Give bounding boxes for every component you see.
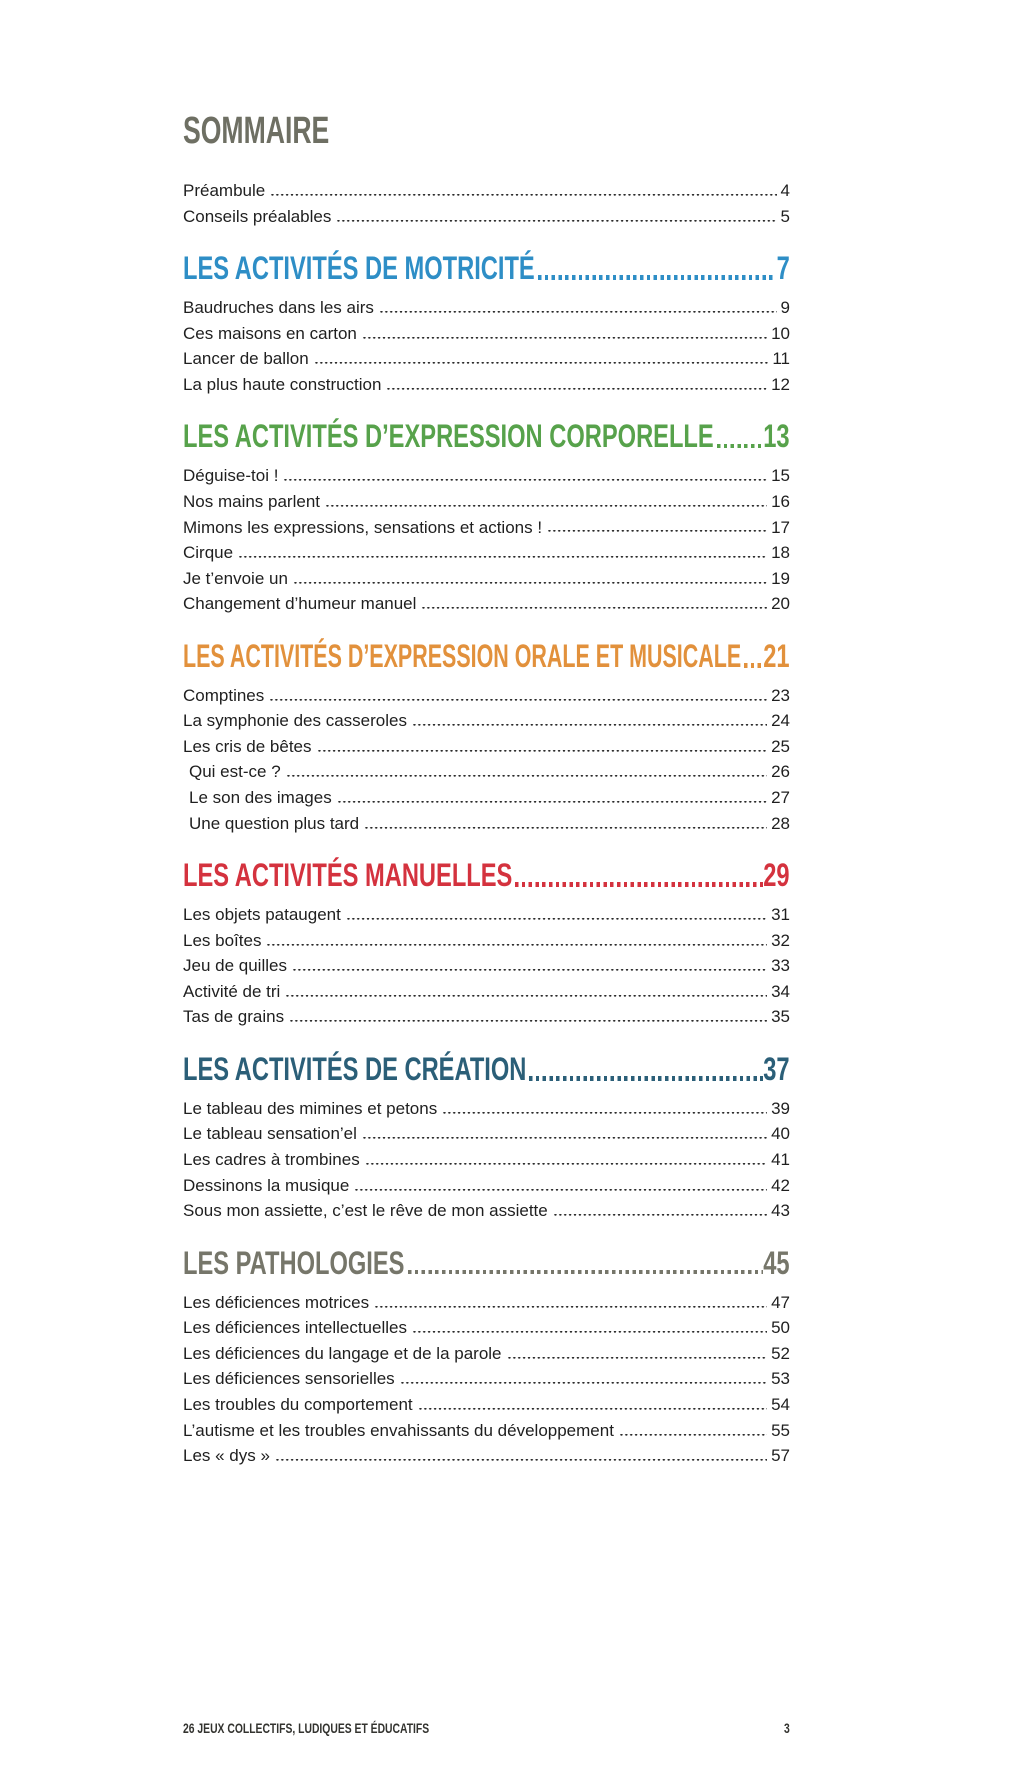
toc-entry-label: Le tableau des mimines et petons	[183, 1098, 438, 1118]
toc-entry-row	[183, 1145, 790, 1171]
toc-entry-row	[183, 487, 790, 513]
toc-entry-page-number: 15	[771, 466, 790, 486]
dot-leader	[293, 582, 767, 585]
toc-entry-label: Baudruches dans les airs	[183, 298, 374, 318]
dot-leader	[418, 1408, 767, 1411]
dot-leader	[238, 556, 767, 559]
toc-entry-page-number: 31	[771, 905, 790, 925]
toc-section-header	[183, 1246, 790, 1282]
dot-leader	[354, 1189, 767, 1192]
dot-leader	[386, 388, 767, 391]
toc-entry-row	[183, 681, 790, 707]
dot-leader	[283, 479, 767, 482]
toc-entry-page-number: 32	[771, 930, 790, 950]
toc-entry-row	[183, 1196, 790, 1222]
dot-leader	[364, 827, 767, 830]
toc-entry-row	[183, 1002, 790, 1028]
toc-entry-label: Ces maisons en carton	[183, 323, 357, 343]
toc-entry-row	[183, 344, 790, 370]
toc-entry-page-number: 53	[771, 1369, 790, 1389]
dot-leader	[285, 995, 767, 998]
dot-leader	[269, 699, 767, 702]
toc-entry-label: Activité de tri	[183, 981, 281, 1001]
toc-entry-page-number: 20	[771, 594, 790, 614]
toc-section-title: LES PATHOLOGIES	[183, 1244, 405, 1281]
toc-entry-page-number: 25	[771, 736, 790, 756]
toc-entry-label: Qui est-ce ?	[189, 762, 281, 782]
toc-entry-page-number: 57	[771, 1446, 790, 1466]
dot-leader	[365, 1163, 767, 1166]
section-dot-leader	[515, 882, 762, 887]
toc-entry-row	[183, 1339, 790, 1365]
toc-section-page-number: 7	[776, 250, 790, 287]
toc-entry-row	[183, 1287, 790, 1313]
toc-entry-label: Tas de grains	[183, 1007, 285, 1027]
toc-entry-label: Les troubles du comportement	[183, 1395, 413, 1415]
toc-section-header	[183, 1052, 790, 1088]
toc-section	[183, 251, 790, 395]
toc-entry-row	[183, 293, 790, 319]
toc-section-title: LES ACTIVITÉS D’EXPRESSION ORALE ET MUSICALE	[183, 637, 742, 674]
sections-list	[183, 251, 790, 1467]
dot-leader	[619, 1434, 767, 1437]
toc-entry-label: La symphonie des casseroles	[183, 711, 407, 731]
toc-section-header	[183, 251, 790, 287]
toc-entry-label: Changement d’humeur manuel	[183, 594, 417, 614]
toc-section	[183, 1246, 790, 1467]
toc-entry-row	[183, 808, 790, 834]
dot-leader	[553, 1214, 767, 1217]
toc-section-header	[183, 419, 790, 455]
toc-entry-row	[183, 1313, 790, 1339]
toc-entry-page-number: 11	[772, 349, 790, 369]
toc-section-page-number: 45	[763, 1244, 790, 1281]
toc-entry-row	[183, 1441, 790, 1467]
toc-section-entries	[183, 900, 790, 1028]
toc-section-title: LES ACTIVITÉS DE MOTRICITÉ	[183, 250, 535, 287]
toc-section-entries	[183, 1287, 790, 1466]
toc-section-entries	[183, 1094, 790, 1222]
toc-entry-label: Dessinons la musique	[183, 1175, 350, 1195]
toc-entry-row	[183, 176, 790, 202]
toc-section-page-number: 37	[763, 1050, 790, 1087]
toc-section-page-number: 21	[763, 637, 790, 674]
section-dot-leader	[408, 1270, 763, 1275]
toc-entry-row	[183, 925, 790, 951]
dot-leader	[379, 311, 777, 314]
toc-entry-page-number: 40	[771, 1124, 790, 1144]
toc-entry-page-number: 52	[771, 1343, 790, 1363]
toc-entry-row	[183, 757, 790, 783]
toc-entry-label: Cirque	[183, 543, 234, 563]
dot-leader	[346, 918, 767, 921]
toc-section-title: LES ACTIVITÉS MANUELLES	[183, 857, 513, 894]
toc-entry-row	[183, 1094, 790, 1120]
dot-leader	[286, 775, 767, 778]
toc-section-entries	[183, 461, 790, 615]
toc-entry-label: La plus haute construction	[183, 374, 382, 394]
toc-entry-row	[183, 201, 790, 227]
toc-entry-row	[183, 977, 790, 1003]
toc-entry-label: Comptines	[183, 685, 265, 705]
toc-section-title: LES ACTIVITÉS D’EXPRESSION CORPORELLE	[183, 418, 714, 455]
toc-entry-page-number: 34	[771, 981, 790, 1001]
toc-entry-page-number: 55	[771, 1420, 790, 1440]
toc-entry-page-number: 28	[771, 813, 790, 833]
toc-entry-row	[183, 1119, 790, 1145]
toc-section-page-number: 13	[763, 418, 790, 455]
toc-section	[183, 858, 790, 1028]
toc-entry-page-number: 24	[771, 711, 790, 731]
toc-section	[183, 639, 790, 834]
dot-leader	[442, 1112, 767, 1115]
toc-entry-page-number: 47	[771, 1292, 790, 1312]
toc-section-entries	[183, 681, 790, 835]
toc-entry-label: Mimons les expressions, sensations et actions !	[183, 517, 543, 537]
toc-entry-page-number: 35	[771, 1007, 790, 1027]
dot-leader	[507, 1357, 768, 1360]
toc-entry-label: Les déficiences du langage et de la parole	[183, 1343, 502, 1363]
toc-entry-label: Les déficiences motrices	[183, 1292, 370, 1312]
dot-leader	[289, 1020, 767, 1023]
toc-entry-page-number: 10	[771, 323, 790, 343]
toc-entry-page-number: 18	[771, 543, 790, 563]
toc-entry-row	[183, 461, 790, 487]
toc-section	[183, 1052, 790, 1222]
toc-entry-row	[183, 900, 790, 926]
dot-leader	[362, 1137, 767, 1140]
toc-entry-label: Les déficiences intellectuelles	[183, 1318, 407, 1338]
page-title-text: SOMMAIRE	[183, 110, 330, 152]
dot-leader	[412, 724, 767, 727]
toc-section-header	[183, 639, 790, 675]
toc-entry-label: L’autisme et les troubles envahissants du développement	[183, 1420, 614, 1440]
page-title	[183, 112, 790, 152]
dot-leader	[336, 220, 776, 223]
toc-entry-page-number: 27	[771, 788, 790, 808]
dot-leader	[270, 194, 776, 197]
toc-section-page-number: 29	[763, 857, 790, 894]
dot-leader	[314, 362, 769, 365]
toc-entry-label: Conseils préalables	[183, 206, 332, 226]
dot-leader	[292, 969, 767, 972]
toc-entry-label: Lancer de ballon	[183, 349, 309, 369]
toc-section	[183, 419, 790, 614]
toc-entry-page-number: 39	[771, 1098, 790, 1118]
toc-entry-page-number: 19	[771, 568, 790, 588]
toc-entry-page-number: 50	[771, 1318, 790, 1338]
footer-page-number: 3	[784, 1720, 790, 1736]
toc-entry-page-number: 26	[771, 762, 790, 782]
dot-leader	[412, 1331, 767, 1334]
dot-leader	[421, 607, 767, 610]
toc-entry-page-number: 17	[771, 517, 790, 537]
toc-entry-label: Nos mains parlent	[183, 491, 321, 511]
toc-entry-label: Sous mon assiette, c’est le rêve de mon assiette	[183, 1201, 548, 1221]
toc-section-header	[183, 858, 790, 894]
dot-leader	[547, 530, 767, 533]
toc-entry-row	[183, 563, 790, 589]
dot-leader	[374, 1306, 767, 1309]
dot-leader	[317, 750, 768, 753]
section-dot-leader	[538, 275, 776, 280]
toc-entry-label: Les cadres à trombines	[183, 1150, 360, 1170]
toc-entry-label: Les objets pataugent	[183, 905, 341, 925]
toc-entry-page-number: 5	[780, 206, 790, 226]
dot-leader	[337, 801, 767, 804]
toc-entry-row	[183, 1170, 790, 1196]
toc-entry-row	[183, 538, 790, 564]
toc-entry-row	[183, 706, 790, 732]
toc-entry-page-number: 16	[771, 491, 790, 511]
footer-book-title: 26 JEUX COLLECTIFS, LUDIQUES ET ÉDUCATIFS	[183, 1720, 430, 1736]
front-matter-list	[183, 176, 790, 227]
toc-entry-label: Les déficiences sensorielles	[183, 1369, 395, 1389]
section-dot-leader	[717, 444, 763, 449]
toc-entry-page-number: 23	[771, 685, 790, 705]
toc-entry-row	[183, 319, 790, 345]
toc-entry-label: Les boîtes	[183, 930, 262, 950]
page-footer	[183, 1720, 790, 1736]
toc-entry-row	[183, 512, 790, 538]
toc-entry-page-number: 43	[771, 1201, 790, 1221]
toc-entry-page-number: 12	[771, 374, 790, 394]
toc-entry-page-number: 33	[771, 956, 790, 976]
dot-leader	[325, 505, 767, 508]
toc-entry-label: Les cris de bêtes	[183, 736, 312, 756]
toc-entry-row	[183, 783, 790, 809]
toc-entry-row	[183, 732, 790, 758]
toc-entry-page-number: 41	[771, 1150, 790, 1170]
toc-entry-row	[183, 370, 790, 396]
toc-entry-page-number: 9	[780, 298, 790, 318]
section-dot-leader	[529, 1076, 762, 1081]
toc-entry-row	[183, 1415, 790, 1441]
dot-leader	[275, 1459, 767, 1462]
toc-entry-label: Le son des images	[189, 788, 332, 808]
toc-entry-label: Préambule	[183, 181, 266, 201]
toc-entry-label: Le tableau sensation’el	[183, 1124, 357, 1144]
toc-entry-row	[183, 1390, 790, 1416]
toc-entry-label: Jeu de quilles	[183, 956, 287, 976]
toc-entry-page-number: 4	[780, 181, 790, 201]
toc-entry-row	[183, 951, 790, 977]
toc-entry-label: Une question plus tard	[189, 813, 360, 833]
toc-entry-page-number: 54	[771, 1395, 790, 1415]
toc-entry-page-number: 42	[771, 1175, 790, 1195]
toc-entry-row	[183, 589, 790, 615]
toc-section-entries	[183, 293, 790, 395]
dot-leader	[400, 1382, 767, 1385]
dot-leader	[362, 337, 767, 340]
toc-entry-row	[183, 1364, 790, 1390]
toc-section-title: LES ACTIVITÉS DE CRÉATION	[183, 1050, 527, 1087]
toc-entry-label: Déguise-toi !	[183, 466, 279, 486]
section-dot-leader	[744, 663, 763, 668]
dot-leader	[266, 944, 767, 947]
toc-entry-label: Je t’envoie un	[183, 568, 288, 588]
toc-entry-label: Les « dys »	[183, 1446, 270, 1466]
